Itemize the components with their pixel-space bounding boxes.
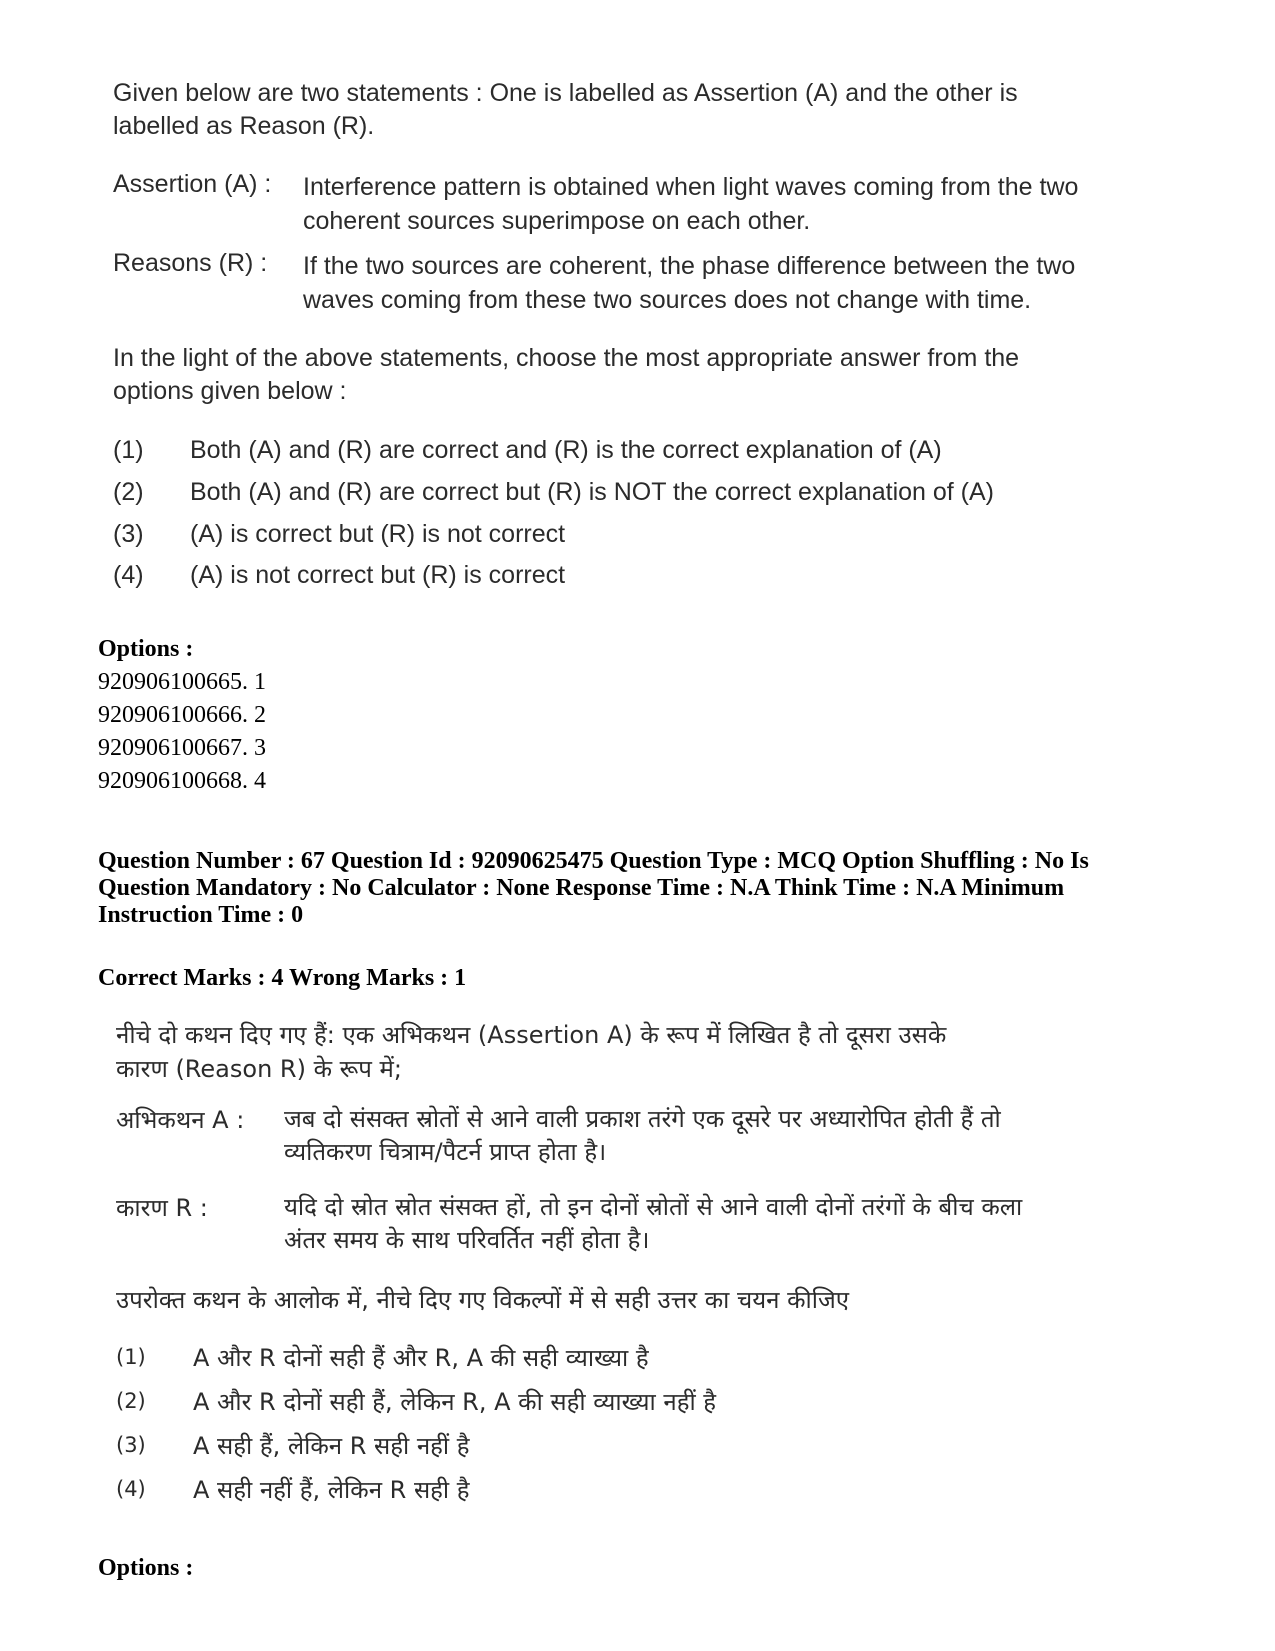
option-id: 920906100665. 1 [98,669,266,695]
reason-text: If the two sources are coherent, the phase difference between the two waves coming from these two sources does not change with time. [303,252,1076,314]
reason-label: Reasons (R) : [113,249,268,277]
marks-line: Correct Marks : 4 Wrong Marks : 1 [98,965,467,991]
english-intro: Given below are two statements : One is labelled as Assertion (A) and the other is labelled as Reason (R). [113,79,1018,140]
hindi-reason-label: कारण R : [116,1194,208,1222]
english-prompt: In the light of the above statements, choose the most appropriate answer from the options given below : [113,344,1020,405]
option-id: 920906100666. 2 [98,702,266,728]
hindi-assertion-label: अभिकथन A : [116,1106,245,1134]
hindi-assertion-text: जब दो संसक्त स्रोतों से आने वाली प्रकाश तरंगे एक दूसरे पर अध्यारोपित होती हैं तो व्यतिकरण चित्राम/पैटर्न प्राप्त होता है। [284,1105,1001,1166]
options-heading: Options : [98,636,194,662]
options-heading-2: Options : [98,1555,194,1581]
question-meta: Question Number : 67 Question Id : 92090625475 Question Type : MCQ Option Shuffling : No Is Question Mandatory : No Calculator : None Response Time : N.A Think Time : N.A Minimum Instruction Time : 0 [98,848,1089,928]
option-id: 920906100668. 4 [98,768,266,794]
assertion-label: Assertion (A) : [113,170,272,198]
option-id: 920906100667. 3 [98,735,266,761]
hindi-intro: नीचे दो कथन दिए गए हैं: एक अभिकथन (Assertion A) के रूप में लिखित है तो दूसरा उसके कारण (Reason R) के रूप में; [116,1021,947,1083]
assertion-text: Interference pattern is obtained when light waves coming from the two coherent sources superimpose on each other. [303,173,1079,235]
hindi-prompt: उपरोक्त कथन के आलोक में, नीचे दिए गए विकल्पों में से सही उत्तर का चयन कीजिए [116,1286,850,1314]
options-block [98,633,266,798]
hindi-reason-text: यदि दो स्रोत स्रोत संसक्त हों, तो इन दोनों स्रोतों से आने वाली दोनों तरंगों के बीच कला अंतर समय के साथ परिवर्तित नहीं होता है। [284,1193,1023,1254]
